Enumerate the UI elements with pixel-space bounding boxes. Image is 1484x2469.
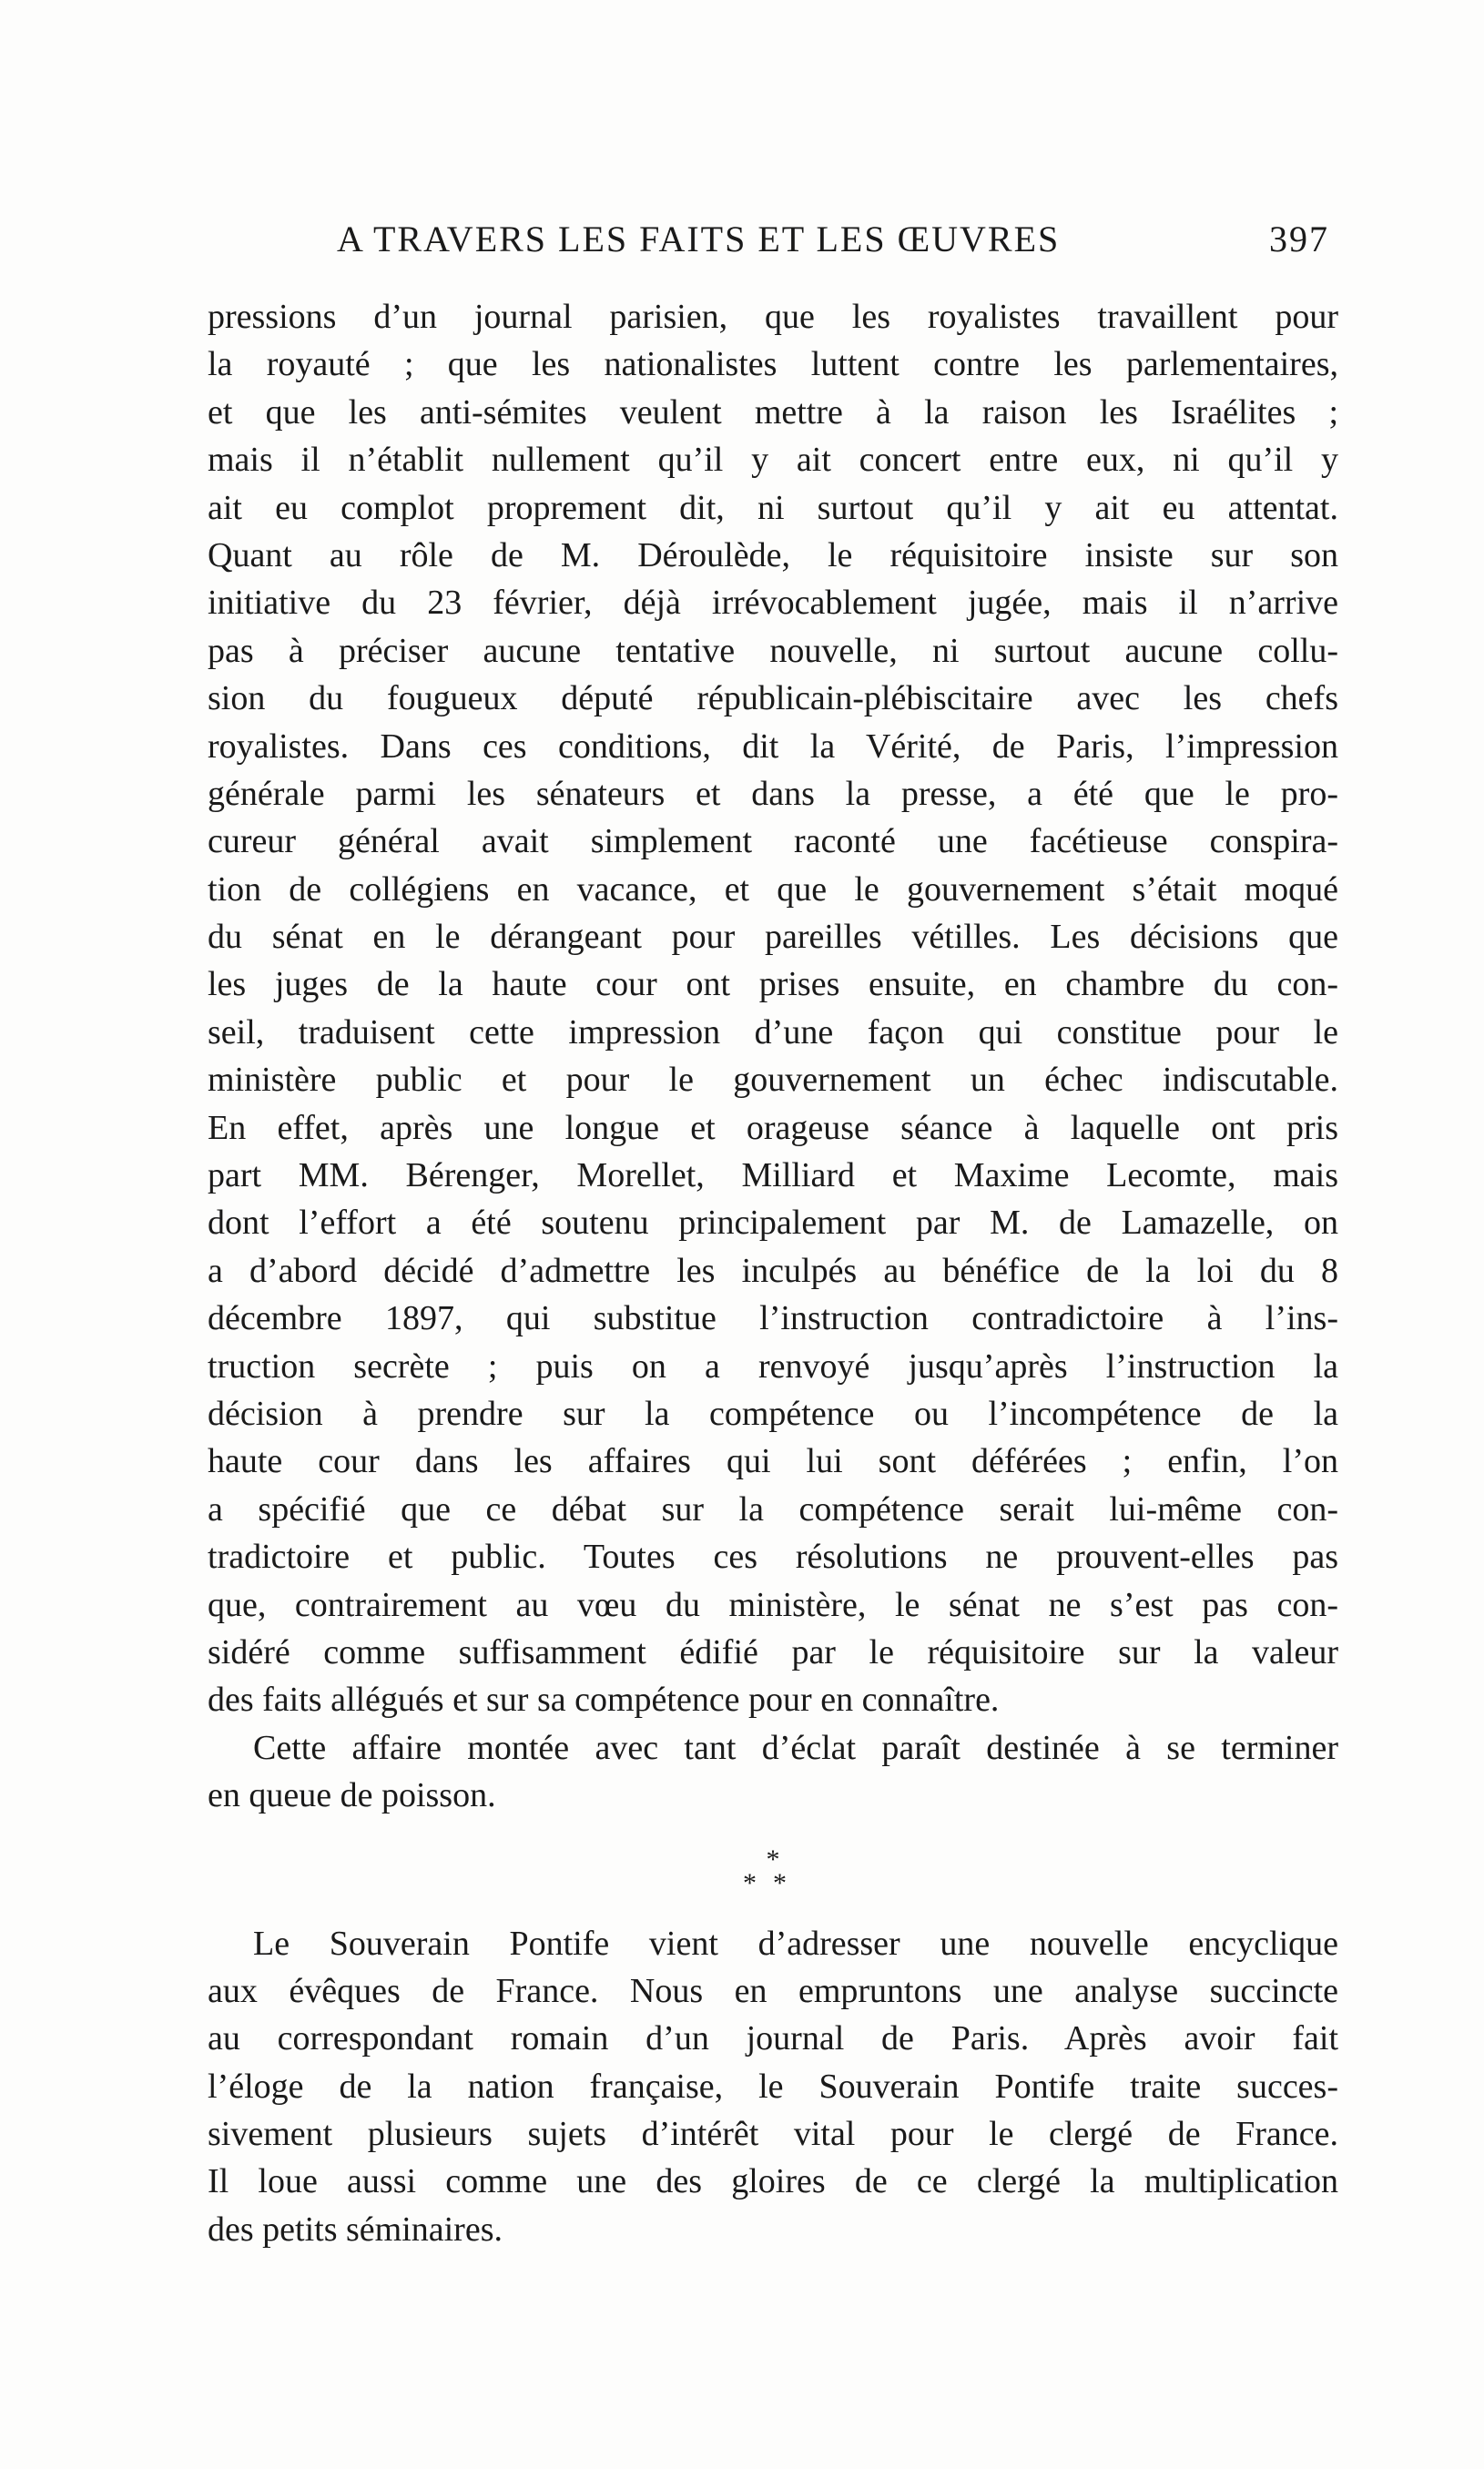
text-line: aux évêques de France. Nous en empruntons une analyse succincte xyxy=(208,1971,1338,2010)
text-line: Le Souverain Pontife vient d’adresser une nouvelle encyclique xyxy=(253,1924,1338,1963)
text-line: seil, traduisent cette impression d’une façon qui constitue pour le xyxy=(208,1012,1338,1052)
text-line: tradictoire et public. Toutes ces résolutions ne prouvent-elles pas xyxy=(208,1538,1338,1577)
text-line: a d’abord décidé d’admettre les inculpés au bénéfice de la loi du 8 xyxy=(208,1251,1338,1290)
text-line: haute cour dans les affaires qui lui sont déférées ; enfin, l’on xyxy=(208,1442,1338,1481)
asterism-bottom-stars: ** xyxy=(743,1867,803,1898)
text-line: sion du fougueux député républicain-plébiscitaire avec les chefs xyxy=(208,679,1338,718)
text-line: cureur général avait simplement raconté une facétieuse conspira- xyxy=(208,822,1338,861)
text-line: au correspondant romain d’un journal de Paris. Après avoir fait xyxy=(208,2019,1338,2058)
text-line: tion de collégiens en vacance, et que le gouvernement s’était moqué xyxy=(208,869,1338,909)
paragraph-3 xyxy=(208,1920,1338,2254)
text-line: ministère public et pour le gouvernement un échec indiscutable. xyxy=(208,1061,1338,1100)
text-line: les juges de la haute cour ont prises ensuite, en chambre du con- xyxy=(208,965,1338,1004)
text-line: Quant au rôle de M. Déroulède, le réquisitoire insiste sur son xyxy=(208,535,1338,574)
section-separator-asterism xyxy=(208,1820,1338,1920)
text-line: a spécifié que ce débat sur la compétence serait lui-même con- xyxy=(208,1489,1338,1529)
text-line: l’éloge de la nation française, le Souverain Pontife traite succes- xyxy=(208,2067,1338,2106)
body-text xyxy=(208,293,1338,2253)
running-title: A TRAVERS LES FAITS ET LES ŒUVRES xyxy=(337,218,1061,259)
text-line: la royauté ; que les nationalistes luttent contre les parlementaires, xyxy=(208,345,1338,384)
paragraph-1 xyxy=(208,293,1338,1724)
text-line: des faits allégués et sur sa compétence pour en connaître. xyxy=(208,1681,1000,1720)
text-line: en queue de poisson. xyxy=(208,1776,496,1815)
text-line: dont l’effort a été soutenu principalement par M. de Lamazelle, on xyxy=(208,1204,1338,1243)
text-line: royalistes. Dans ces conditions, dit la Vérité, de Paris, l’impression xyxy=(208,726,1338,766)
page-number: 397 xyxy=(1269,218,1329,259)
text-line: et que les anti-sémites veulent mettre à la raison les Israélites ; xyxy=(208,392,1338,432)
text-line: En effet, après une longue et orageuse séance à laquelle ont pris xyxy=(208,1108,1338,1147)
text-line: pas à préciser aucune tentative nouvelle, ni surtout aucune collu- xyxy=(208,631,1338,670)
text-line: générale parmi les sénateurs et dans la presse, a été que le pro- xyxy=(208,774,1338,813)
text-line: ait eu complot proprement dit, ni surtout qu’il y ait eu attentat. xyxy=(208,488,1338,527)
text-line: Cette affaire montée avec tant d’éclat paraît destinée à se terminer xyxy=(253,1728,1338,1767)
text-line: des petits séminaires. xyxy=(208,2210,503,2249)
text-line: décision à prendre sur la compétence ou l’incompétence de la xyxy=(208,1394,1338,1433)
paragraph-2 xyxy=(208,1724,1338,1820)
text-line: pressions d’un journal parisien, que les royalistes travaillent pour xyxy=(208,298,1338,336)
text-line: Il loue aussi comme une des gloires de ce clergé la multiplication xyxy=(208,2162,1338,2201)
text-line: sivement plusieurs sujets d’intérêt vital pour le clergé de France. xyxy=(208,2115,1338,2154)
text-line: sidéré comme suffisamment édifié par le réquisitoire sur la valeur xyxy=(208,1632,1338,1671)
text-line: initiative du 23 février, déjà irrévocablement jugée, mais il n’arrive xyxy=(208,584,1338,623)
text-line: mais il n’établit nullement qu’il y ait concert entre eux, ni qu’il y xyxy=(208,441,1338,480)
text-line: du sénat en le dérangeant pour pareilles vétilles. Les décisions que xyxy=(208,918,1338,957)
text-line: part MM. Bérenger, Morellet, Milliard et Maxime Lecomte, mais xyxy=(208,1156,1338,1195)
text-line: truction secrète ; puis on a renvoyé jusqu’après l’instruction la xyxy=(208,1346,1338,1386)
asterism-top-star: * xyxy=(766,1844,780,1875)
text-line: décembre 1897, qui substitue l’instruction contradictoire à l’ins- xyxy=(208,1299,1338,1338)
text-line: que, contrairement au vœu du ministère, le sénat ne s’est pas con- xyxy=(208,1585,1338,1624)
